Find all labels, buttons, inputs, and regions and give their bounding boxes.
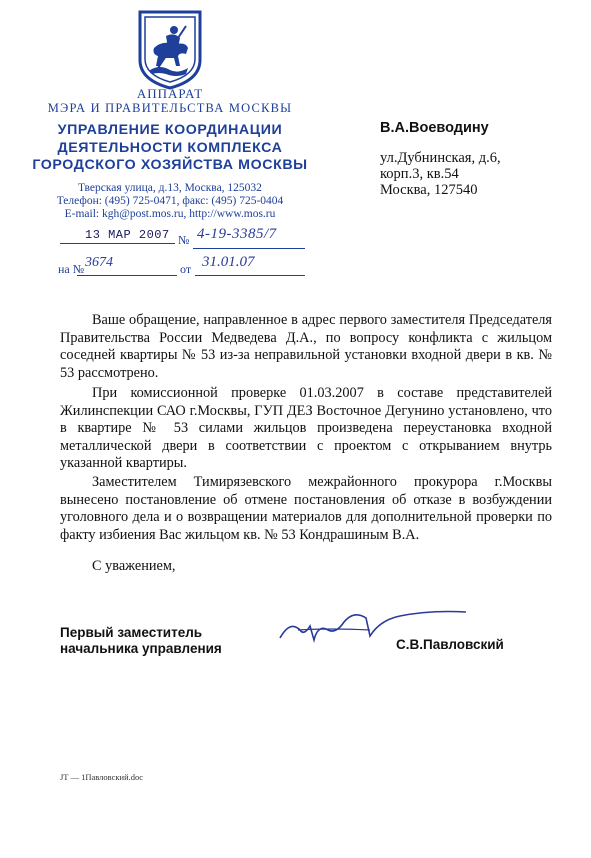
number-underline	[193, 248, 305, 249]
reference-date-label: от	[180, 262, 192, 276]
date-stamp: 13 МАР 2007	[85, 228, 170, 242]
signer-position-line1: Первый заместитель	[60, 625, 203, 640]
reference-date-value: 31.01.07	[202, 254, 255, 270]
department-line3: ГОРОДСКОГО ХОЗЯЙСТВА МОСКВЫ	[32, 157, 308, 173]
body-paragraph-2: При комиссионной проверке 01.03.2007 в составе представителей Жилинспекции САО г.Москвы, ГУП ДЕЗ Восточное Дегунино установлено, что в квартире № 53 силами жильцов произведена переустановка входной металлической двери в соответствии с проектом с открыванием внутрь указанной квартиры.	[60, 385, 552, 472]
reference-underline	[77, 275, 177, 276]
outgoing-number-label: №	[178, 233, 190, 247]
department-line2: ДЕЯТЕЛЬНОСТИ КОМПЛЕКСА	[57, 140, 283, 156]
date-underline	[60, 243, 175, 244]
reference-number-label: на №	[58, 262, 85, 276]
recipient-address-line1: ул.Дубнинская, д.6,	[380, 150, 501, 166]
reference-date-underline	[195, 275, 305, 276]
outgoing-number-value: 4-19-3385/7	[197, 226, 277, 242]
body-paragraph-3: Заместителем Тимирязевского межрайонного прокурора г.Москвы вынесено постановление об отмене постановления об отказе в возбуждении уголовного дела и о возвращении материалов для дополнительной проверки по факту избиения Вас жильцом кв. № 53 Кондрашиным В.А.	[60, 474, 552, 543]
org-name-line1: АППАРАТ	[136, 86, 204, 101]
closing-phrase: С уважением,	[92, 558, 176, 574]
department-line1: УПРАВЛЕНИЕ КООРДИНАЦИИ	[57, 122, 283, 138]
recipient-address-line2: корп.3, кв.54	[380, 166, 459, 182]
signer-name: С.В.Павловский	[396, 637, 504, 652]
org-name-line2: МЭРА И ПРАВИТЕЛЬСТВА МОСКВЫ	[47, 101, 293, 115]
contact-address: Тверская улица, д.13, Москва, 125032	[78, 182, 262, 194]
contact-phone: Телефон: (495) 725-0471, факс: (495) 725-0404	[56, 195, 284, 207]
recipient-address-line3: Москва, 127540	[380, 182, 478, 198]
reference-number-value: 3674	[85, 255, 113, 270]
recipient-name: В.А.Воеводину	[380, 120, 489, 136]
body-paragraph-1: Ваше обращение, направленное в адрес первого заместителя Председателя Правительства России Медведева Д.А., по вопросу конфликта с жильцом соседней квартиры № 53 из-за неправильной установки входной двери в кв. № 53 рассмотрено.	[60, 312, 552, 381]
footer-filename: JT — 1Павловский.doc	[60, 772, 144, 782]
contact-email: E-mail: kgh@post.mos.ru, http://www.mos.ru	[64, 208, 276, 220]
signer-position-line2: начальника управления	[60, 641, 222, 656]
moscow-coat-of-arms-icon	[136, 8, 204, 90]
